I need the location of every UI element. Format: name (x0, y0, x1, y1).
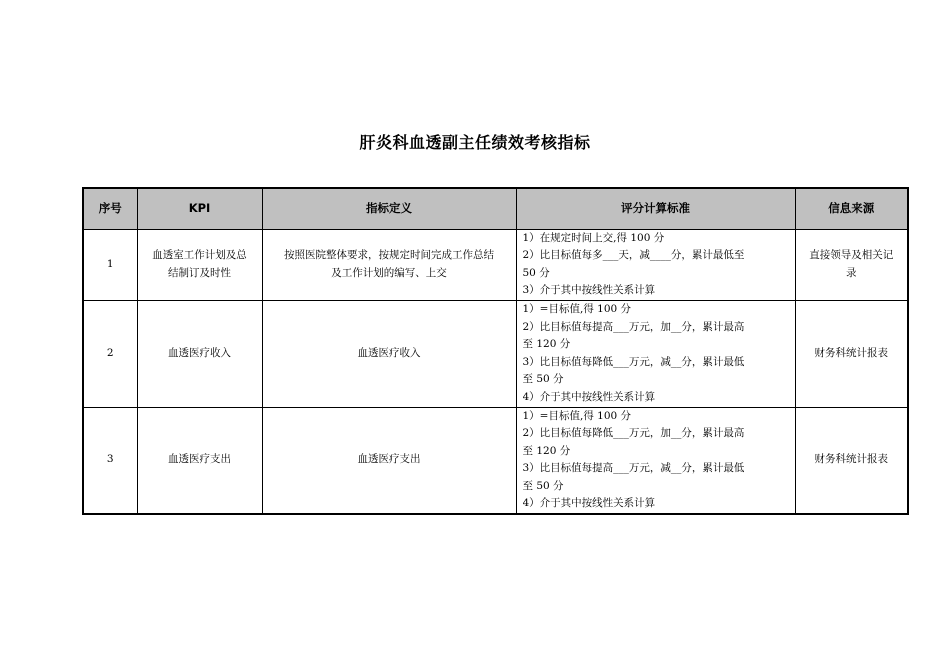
cell-criteria (516, 407, 795, 514)
cell-text: 财务科统计报表 (814, 346, 888, 359)
criteria-line: 至 120 分 (522, 444, 571, 457)
criteria-line: 4）介于其中按线性关系计算 (522, 497, 656, 509)
cell-source (795, 300, 908, 407)
criteria-line: 至 50 分 (522, 479, 564, 492)
criteria-line: 1）在规定时间上交,得 100 分 (522, 231, 665, 244)
cell-text: 结制订及时性 (168, 266, 231, 279)
table-row (83, 300, 908, 407)
cell-no: 1 (83, 229, 137, 300)
document-title: 肝炎科血透副主任绩效考核指标 (359, 133, 591, 152)
table-header-row (83, 188, 908, 229)
table-row (83, 229, 908, 300)
criteria-line: 3）比目标值每降低___万元，减__分，累计最低 (522, 355, 745, 368)
cell-criteria (516, 300, 795, 407)
table-row (83, 407, 908, 514)
cell-text: 血透医疗支出 (357, 453, 421, 466)
criteria-line: 至 120 分 (522, 338, 571, 350)
criteria-line: 3）比目标值每提高___万元，减__分，累计最低 (522, 462, 745, 474)
criteria-line: 1）=目标值,得 100 分 (522, 303, 632, 315)
cell-kpi (137, 407, 262, 514)
header-no: 序号 (83, 188, 137, 229)
cell-text: 血透医疗支出 (168, 453, 231, 466)
cell-text: 血透医疗收入 (168, 346, 231, 359)
cell-no: 2 (83, 300, 137, 407)
cell-definition (262, 300, 516, 407)
criteria-line: 4）介于其中按线性关系计算 (522, 390, 656, 403)
kpi-table (82, 187, 909, 515)
cell-kpi (137, 300, 262, 407)
criteria-line: 50 分 (522, 266, 550, 279)
criteria-line: 2）比目标值每多___天，减____分，累计最低至 (522, 249, 745, 261)
criteria-line: 至 50 分 (522, 373, 564, 385)
cell-text: 录 (846, 266, 857, 279)
cell-text: 按照医院整体要求，按规定时间完成工作总结 (284, 249, 494, 261)
cell-kpi (137, 229, 262, 300)
criteria-line: 2）比目标值每提高___万元，加__分，累计最高 (522, 320, 745, 333)
cell-criteria (516, 229, 795, 300)
criteria-line: 1）=目标值,得 100 分 (522, 409, 632, 422)
criteria-line: 3）介于其中按线性关系计算 (522, 284, 656, 296)
criteria-line: 2）比目标值每降低___万元，加__分，累计最高 (522, 427, 745, 439)
cell-no: 3 (83, 407, 137, 514)
cell-definition (262, 229, 516, 300)
cell-text: 血透医疗收入 (357, 346, 421, 359)
cell-source (795, 229, 908, 300)
cell-text: 及工作计划的编写、上交 (331, 266, 447, 279)
header-kpi: KPI (137, 188, 262, 229)
cell-text: 财务科统计报表 (814, 453, 888, 466)
header-source: 信息来源 (795, 188, 908, 229)
header-criteria: 评分计算标准 (516, 188, 795, 229)
cell-definition (262, 407, 516, 514)
cell-text: 血透室工作计划及总 (152, 249, 247, 261)
cell-text: 直接领导及相关记 (809, 249, 894, 261)
cell-source (795, 407, 908, 514)
header-definition: 指标定义 (262, 188, 516, 229)
